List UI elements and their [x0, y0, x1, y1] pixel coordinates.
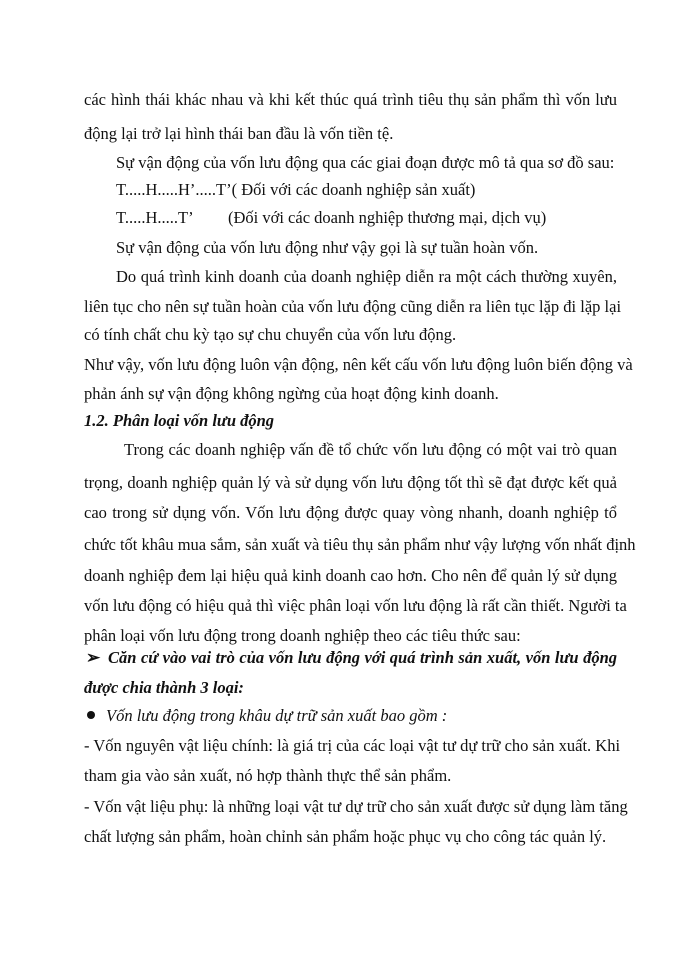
formula-production: T.....H.....H’.....T’( Đối với các doanh nghiệp sản xuất) [116, 180, 476, 199]
paragraph-6-line-2: trọng, doanh nghiệp quản lý và sử dụng vốn lưu động tốt thì sẽ đạt được kết quả [84, 473, 617, 492]
item-1-line-1: - Vốn nguyên vật liệu chính: là giá trị của các loại vật tư dự trữ cho sản xuất. Khi [84, 736, 621, 755]
item-2-line-2: chất lượng sản phẩm, hoàn chỉnh sản phẩm hoặc phục vụ cho công tác quản lý. [84, 827, 607, 846]
paragraph-4-line-1: Do quá trình kinh doanh của doanh nghiệp diễn ra một cách thường xuyên, [116, 267, 617, 286]
paragraph-6-line-6: vốn lưu động có hiệu quả thì việc phân loại vốn lưu động là rất cần thiết. Người ta [84, 596, 627, 615]
section-heading: 1.2. Phân loại vốn lưu động [84, 411, 275, 430]
paragraph-1-line-1: các hình thái khác nhau và khi kết thúc quá trình tiêu thụ sản phẩm thì vốn lưu [84, 90, 617, 109]
paragraph-6-line-1: Trong các doanh nghiệp vấn đề tổ chức vốn lưu động có một vai trò quan [124, 440, 617, 459]
item-1-line-2: tham gia vào sản xuất, nó hợp thành thực thể sản phẩm. [84, 766, 452, 785]
criteria-heading-line-2: được chia thành 3 loại: [84, 678, 244, 697]
criteria-heading-line-1: Căn cứ vào vai trò của vốn lưu động với quá trình sản xuất, vốn lưu động [108, 648, 617, 667]
circulation-sentence: Sự vận động của vốn lưu động như vậy gọi là sự tuần hoàn vốn. [116, 238, 539, 257]
diagram-intro: Sự vận động của vốn lưu động qua các giai đoạn được mô tả qua sơ đồ sau: [116, 153, 615, 172]
paragraph-6-line-4: chức tốt khâu mua sắm, sản xuất và tiêu thụ sản phẩm như vậy lượng vốn nhất định [84, 535, 636, 554]
formula-trade-right: (Đối với các doanh nghiệp thương mại, dịch vụ) [228, 208, 547, 227]
item-2-line-1: - Vốn vật liệu phụ: là những loại vật tư dự trữ cho sản xuất được sử dụng làm tăng [84, 797, 628, 816]
paragraph-5-line-1: Như vậy, vốn lưu động luôn vận động, nên kết cấu vốn lưu động luôn biến động và [84, 355, 633, 374]
paragraph-1-line-2: động lại trở lại hình thái ban đầu là vốn tiền tệ. [84, 124, 394, 143]
paragraph-6-line-3: cao trong sử dụng vốn. Vốn lưu động được quay vòng nhanh, doanh nghiệp tổ [84, 503, 617, 522]
paragraph-4-line-3: có tính chất chu kỳ tạo sự chu chuyển của vốn lưu động. [84, 325, 457, 344]
paragraph-6-line-7: phân loại vốn lưu động trong doanh nghiệp theo các tiêu thức sau: [84, 626, 521, 645]
formula-trade-left: T.....H.....T’ [116, 208, 194, 227]
paragraph-4-line-2: liên tục cho nên sự tuần hoàn của vốn lưu động cũng diễn ra liên tục lặp đi lặp lại [84, 297, 622, 316]
bullet-item-reserve: Vốn lưu động trong khâu dự trữ sản xuất bao gồm : [106, 706, 448, 725]
paragraph-6-line-5: doanh nghiệp đem lại hiệu quả kinh doanh cao hơn. Cho nên để quản lý sử dụng [84, 566, 617, 585]
arrow-bullet-icon: ➢ [86, 648, 101, 667]
paragraph-5-line-2: phản ánh sự vận động không ngừng của hoạt động kinh doanh. [84, 384, 499, 403]
bullet-dot-icon [87, 711, 95, 719]
